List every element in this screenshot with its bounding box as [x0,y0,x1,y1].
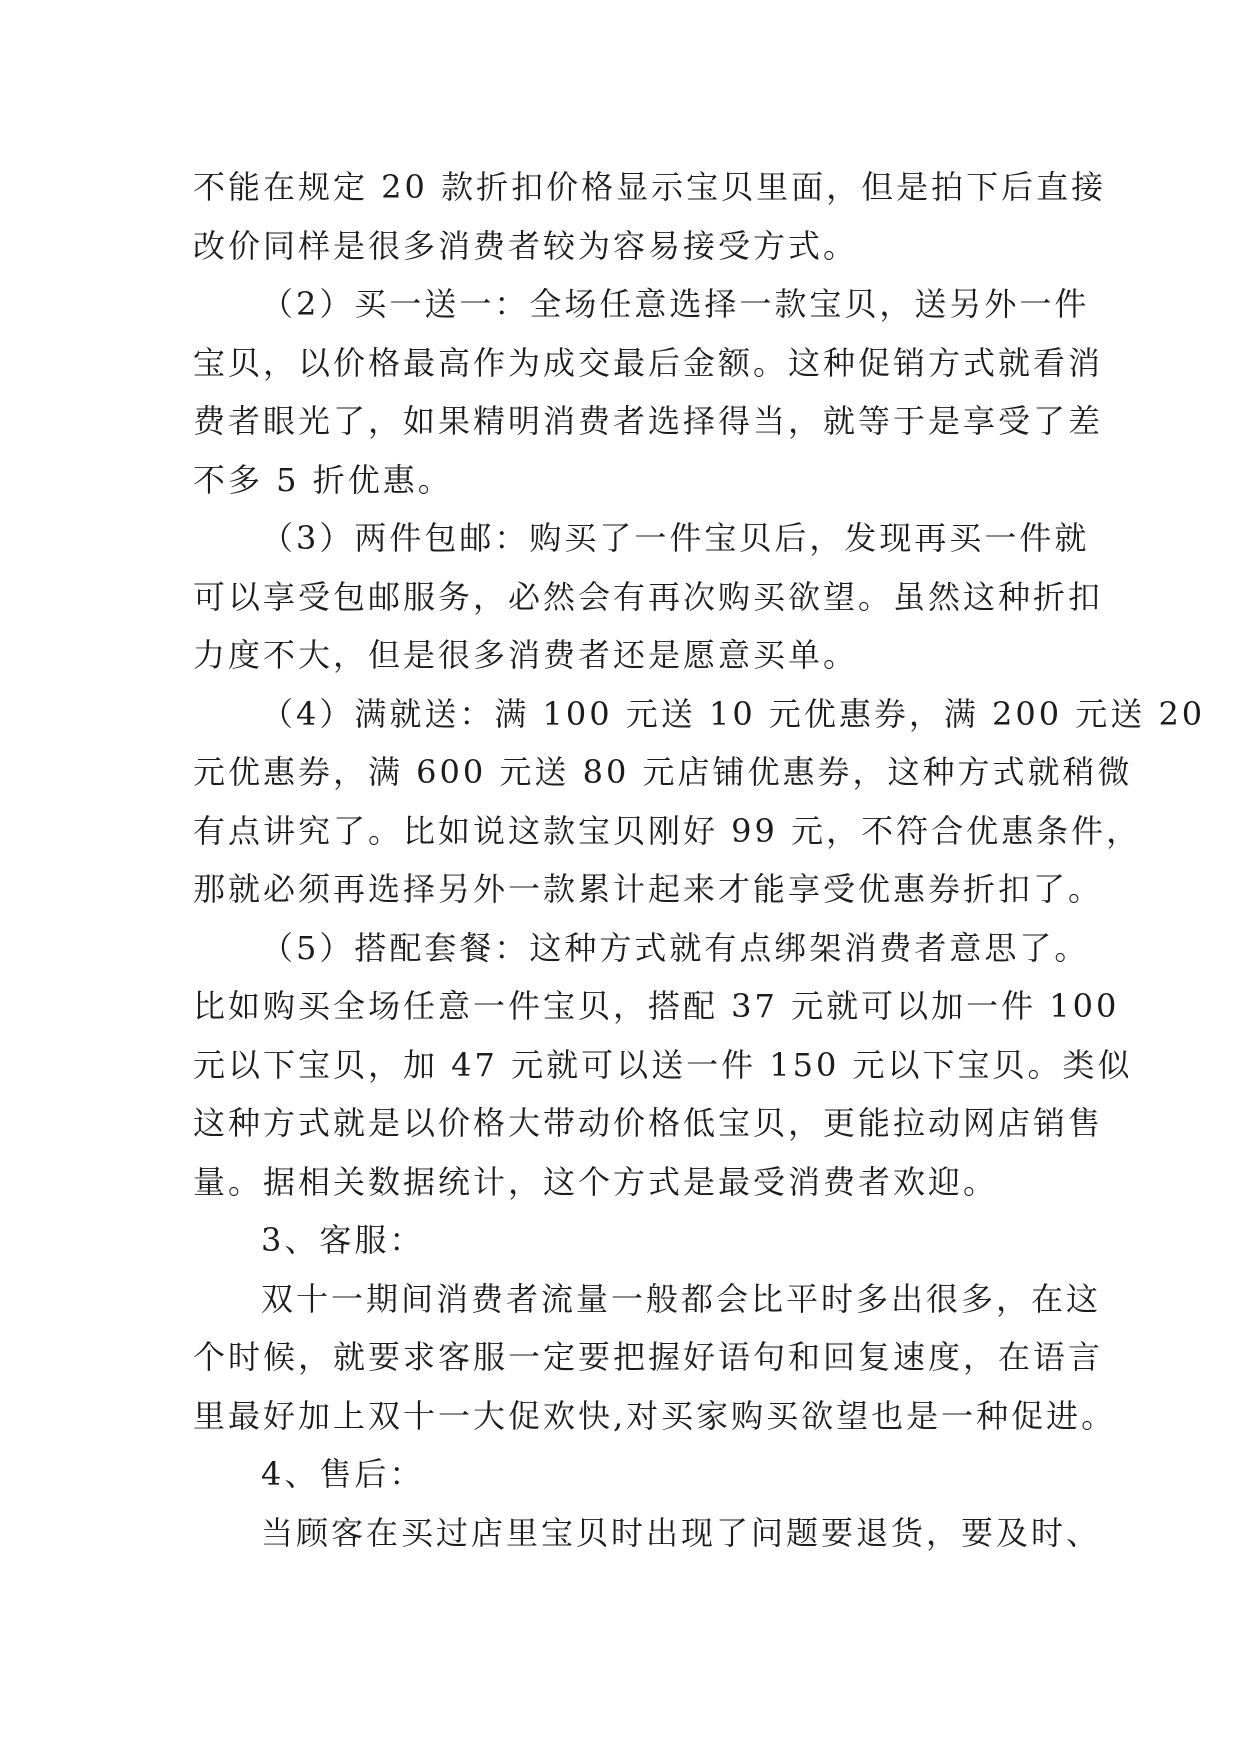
paragraph-start-line: 当顾客在买过店里宝贝时出现了问题要退货，要及时、 [261,1513,1102,1552]
body-text [193,158,1206,1562]
text-line: 力度不大，但是很多消费者还是愿意买单。 [193,636,859,674]
paragraph-start-line: （5）搭配套餐：这种方式就有点绑架消费者意思了。 [261,928,1090,967]
text-line: 量。据相关数据统计，这个方式是最受消费者欢迎。 [193,1162,999,1201]
section-heading-customer-service: 3、客服： [261,1221,425,1259]
text-line: 那就必须再选择另外一款累计起来才能享受优惠券折扣了。 [193,870,1104,908]
text-line: 有点讲究了。比如说这款宝贝刚好 99 元，不符合优惠条件， [193,811,1142,850]
paragraph-start-line: （4）满就送：满 100 元送 10 元优惠券，满 200 元送 20 [261,694,1206,733]
text-line: 可以享受包邮服务，必然会有再次购买欲望。虽然这种折扣 [193,577,1104,616]
paragraph-start-line: 双十一期间消费者流量一般都会比平时多出很多，在这 [261,1279,1102,1318]
text-line: 比如购买全场任意一件宝贝，搭配 37 元就可以加一件 100 [193,987,1120,1025]
text-line: 元以下宝贝，加 47 元就可以送一件 150 元以下宝贝。类似 [193,1045,1133,1084]
section-heading-after-sales: 4、售后： [261,1455,425,1493]
text-line: 里最好加上双十一大促欢快,对买家购买欲望也是一种促进。 [193,1396,1117,1435]
text-line: 元优惠券，满 600 元送 80 元店铺优惠券，这种方式就稍微 [193,753,1133,791]
text-line: 个时候，就要求客服一定要把握好语句和回复速度，在语言 [193,1338,1104,1376]
paragraph-start-line: （2）买一送一：全场任意选择一款宝贝，送另外一件 [261,285,1090,323]
text-line: 不多 5 折优惠。 [193,460,453,499]
text-line: 这种方式就是以价格大带动价格低宝贝，更能拉动网店销售 [193,1104,1104,1142]
paragraph-start-line: （3）两件包邮：购买了一件宝贝后，发现再买一件就 [261,519,1090,557]
text-line: 费者眼光了，如果精明消费者选择得当，就等于是享受了差 [193,402,1104,440]
text-line: 不能在规定 20 款折扣价格显示宝贝里面，但是拍下后直接 [193,168,1107,206]
text-line: 宝贝，以价格最高作为成交最后金额。这种促销方式就看消 [193,343,1104,382]
text-line: 改价同样是很多消费者较为容易接受方式。 [193,226,859,265]
